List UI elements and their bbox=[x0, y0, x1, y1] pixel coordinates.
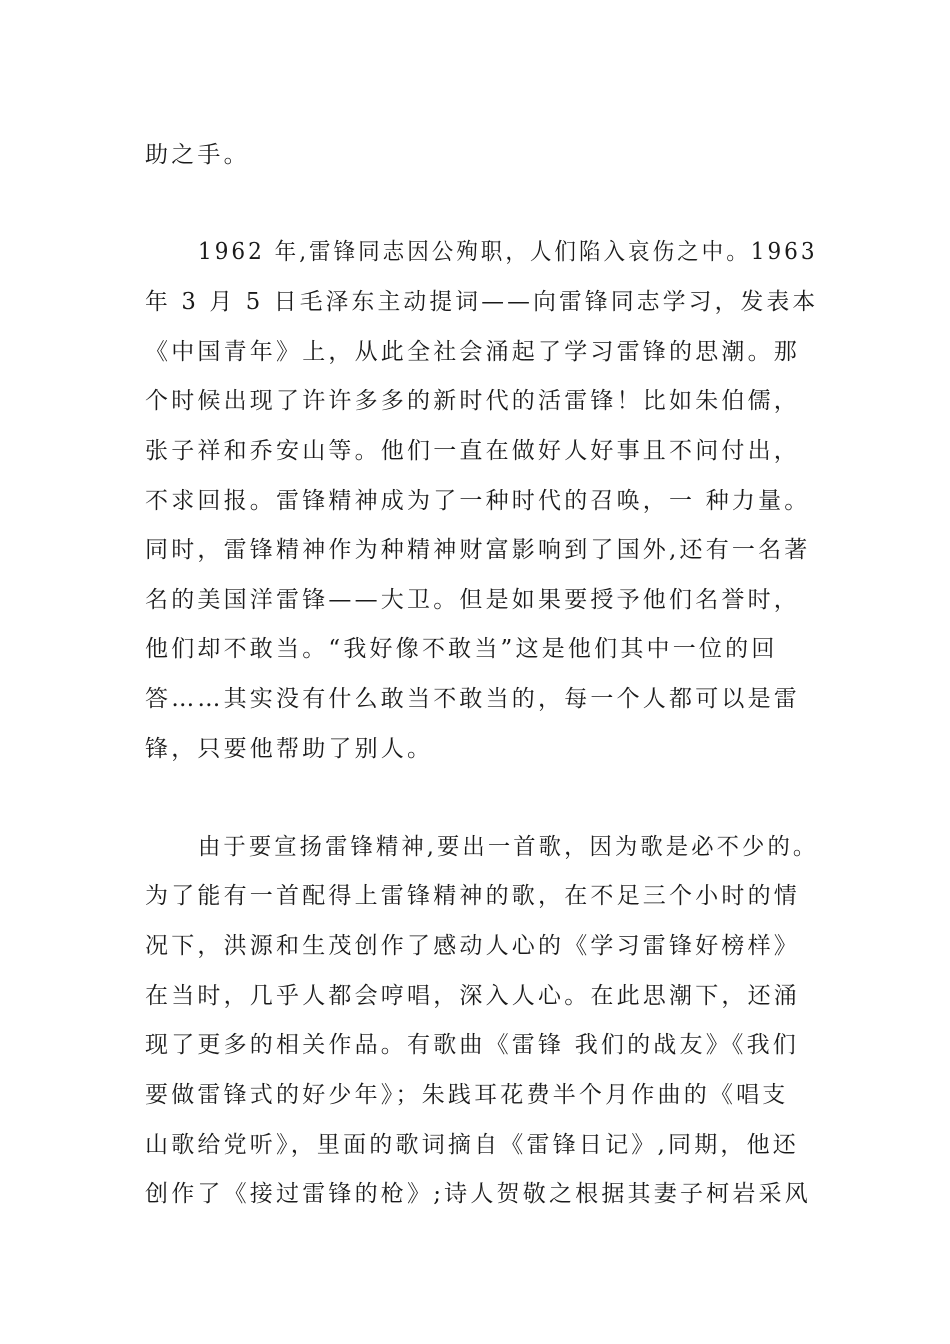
paragraph-2-line-8: 名的美国洋雷锋——大卫。但是如果要授予他们名誉时， bbox=[145, 587, 800, 613]
paragraph-2-line-6: 不求回报。雷锋精神成为了一种时代的召唤，一 种力量。 bbox=[145, 488, 811, 514]
paragraph-2-line-4: 个时候出现了许许多多的新时代的活雷锋！比如朱伯儒， bbox=[145, 388, 800, 414]
paragraph-2-line-9: 他们却不敢当。“我好像不敢当”这是他们其中一位的回 bbox=[145, 636, 778, 662]
paragraph-3-line-2: 为了能有一首配得上雷锋精神的歌，在不足三个小时的情 bbox=[145, 883, 800, 909]
paragraph-2-line-5: 张子祥和乔安山等。他们一直在做好人好事且不问付出， bbox=[145, 438, 800, 464]
paragraph-1-line-1: 助之手。 bbox=[145, 142, 250, 168]
paragraph-2-line-10: 答……其实没有什么敢当不敢当的，每一个人都可以是雷 bbox=[145, 686, 800, 712]
paragraph-2-line-1: 1962 年,雷锋同志因公殉职，人们陷入哀伤之中。1963 bbox=[198, 239, 818, 265]
paragraph-3-line-8: 创作了《接过雷锋的枪》;诗人贺敬之根据其妻子柯岩采风 bbox=[145, 1181, 811, 1207]
paragraph-2-line-7: 同时，雷锋精神作为种精神财富影响到了国外,还有一名著 bbox=[145, 537, 811, 563]
paragraph-2-line-2: 年 3 月 5 日毛泽东主动提词——向雷锋同志学习，发表本 bbox=[145, 289, 819, 315]
paragraph-3-line-6: 要做雷锋式的好少年》；朱践耳花费半个月作曲的《唱支 bbox=[145, 1082, 789, 1108]
paragraph-2-line-3: 《中国青年》上，从此全社会涌起了学习雷锋的思潮。那 bbox=[145, 339, 800, 365]
paragraph-3-line-3: 况下，洪源和生茂创作了感动人心的《学习雷锋好榜样》 bbox=[145, 933, 800, 959]
paragraph-2-line-11: 锋，只要他帮助了别人。 bbox=[145, 736, 434, 762]
paragraph-3-line-5: 现了更多的相关作品。有歌曲《雷锋 我们的战友》《我们 bbox=[145, 1032, 800, 1058]
paragraph-3-line-4: 在当时，几乎人都会哼唱，深入人心。在此思潮下，还涌 bbox=[145, 983, 800, 1009]
paragraph-3-line-7: 山歌给党听》，里面的歌词摘自《雷锋日记》,同期，他还 bbox=[145, 1132, 800, 1158]
paragraph-3-line-1: 由于要宣扬雷锋精神,要出一首歌，因为歌是必不少的。 bbox=[198, 834, 819, 860]
